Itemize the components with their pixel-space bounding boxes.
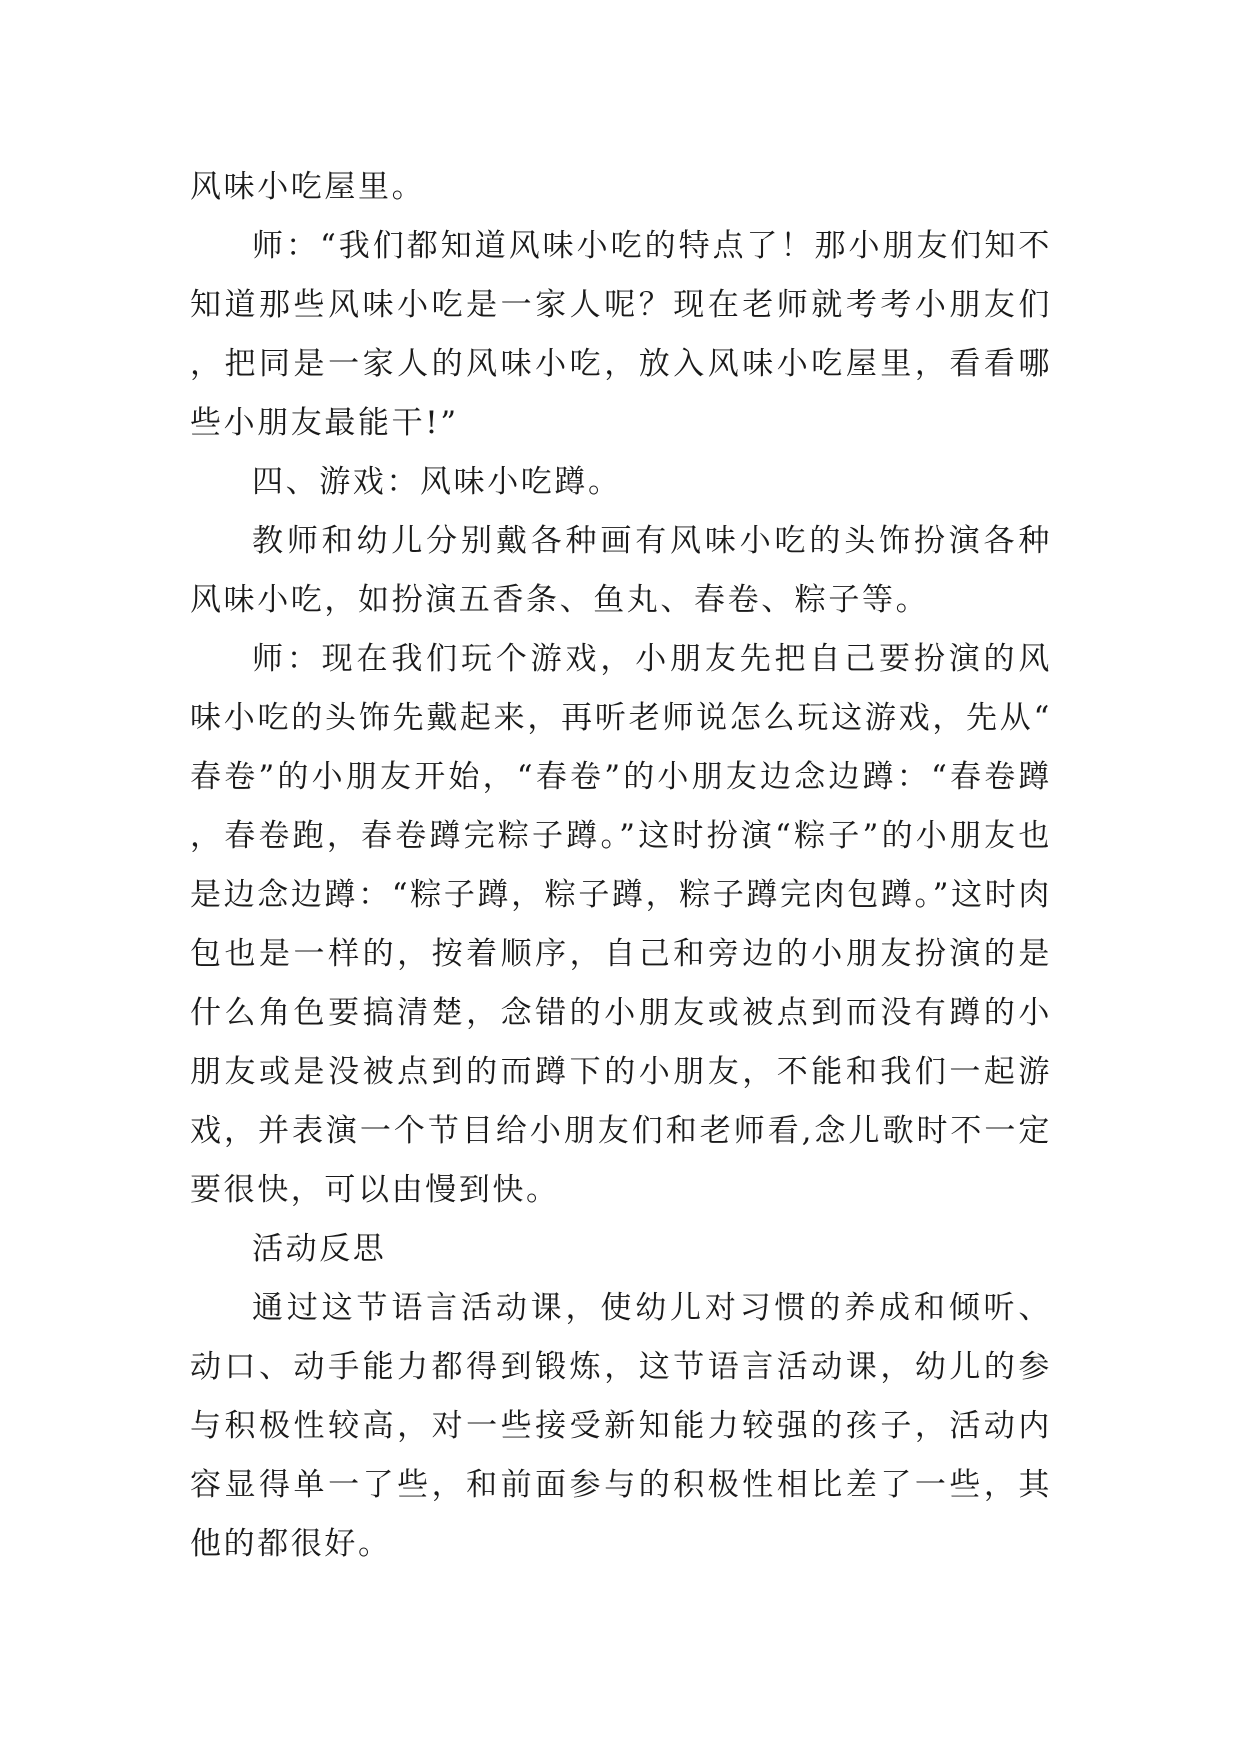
paragraph-continuation: 风味小吃屋里。 bbox=[190, 169, 426, 205]
paragraph-teacher-question: 师：“我们都知道风味小吃的特点了！那小朋友们知不知道那些风味小吃是一家人呢？现在老师就考考小朋友们，把同是一家人的风味小吃，放入风味小吃屋里，看看哪些小朋友最能干!” bbox=[190, 228, 1052, 441]
document-body bbox=[190, 158, 1052, 1574]
section-heading-reflection: 活动反思 bbox=[252, 1231, 387, 1267]
section-heading-game: 四、游戏：风味小吃蹲。 bbox=[252, 464, 622, 500]
paragraph-reflection: 通过这节语言活动课，使幼儿对习惯的养成和倾听、动口、动手能力都得到锻炼，这节语言活动课，幼儿的参与积极性较高，对一些接受新知能力较强的孩子，活动内容显得单一了些，和前面参与的积极性相比差了一些，其他的都很好。 bbox=[190, 1290, 1052, 1562]
paragraph-game-rules: 师：现在我们玩个游戏，小朋友先把自己要扮演的风味小吃的头饰先戴起来，再听老师说怎么玩这游戏，先从“春卷”的小朋友开始，“春卷”的小朋友边念边蹲：“春卷蹲，春卷跑，春卷蹲完粽子蹲。”这时扮演“粽子”的小朋友也是边念边蹲：“粽子蹲，粽子蹲，粽子蹲完肉包蹲。”这时肉包也是一样的，按着顺序，自己和旁边的小朋友扮演的是什么角色要搞清楚，念错的小朋友或被点到而没有蹲的小朋友或是没被点到的而蹲下的小朋友，不能和我们一起游戏，并表演一个节目给小朋友们和老师看,念儿歌时不一定要很快，可以由慢到快。 bbox=[190, 641, 1052, 1208]
paragraph-headwear: 教师和幼儿分别戴各种画有风味小吃的头饰扮演各种风味小吃，如扮演五香条、鱼丸、春卷、粽子等。 bbox=[190, 523, 1052, 618]
